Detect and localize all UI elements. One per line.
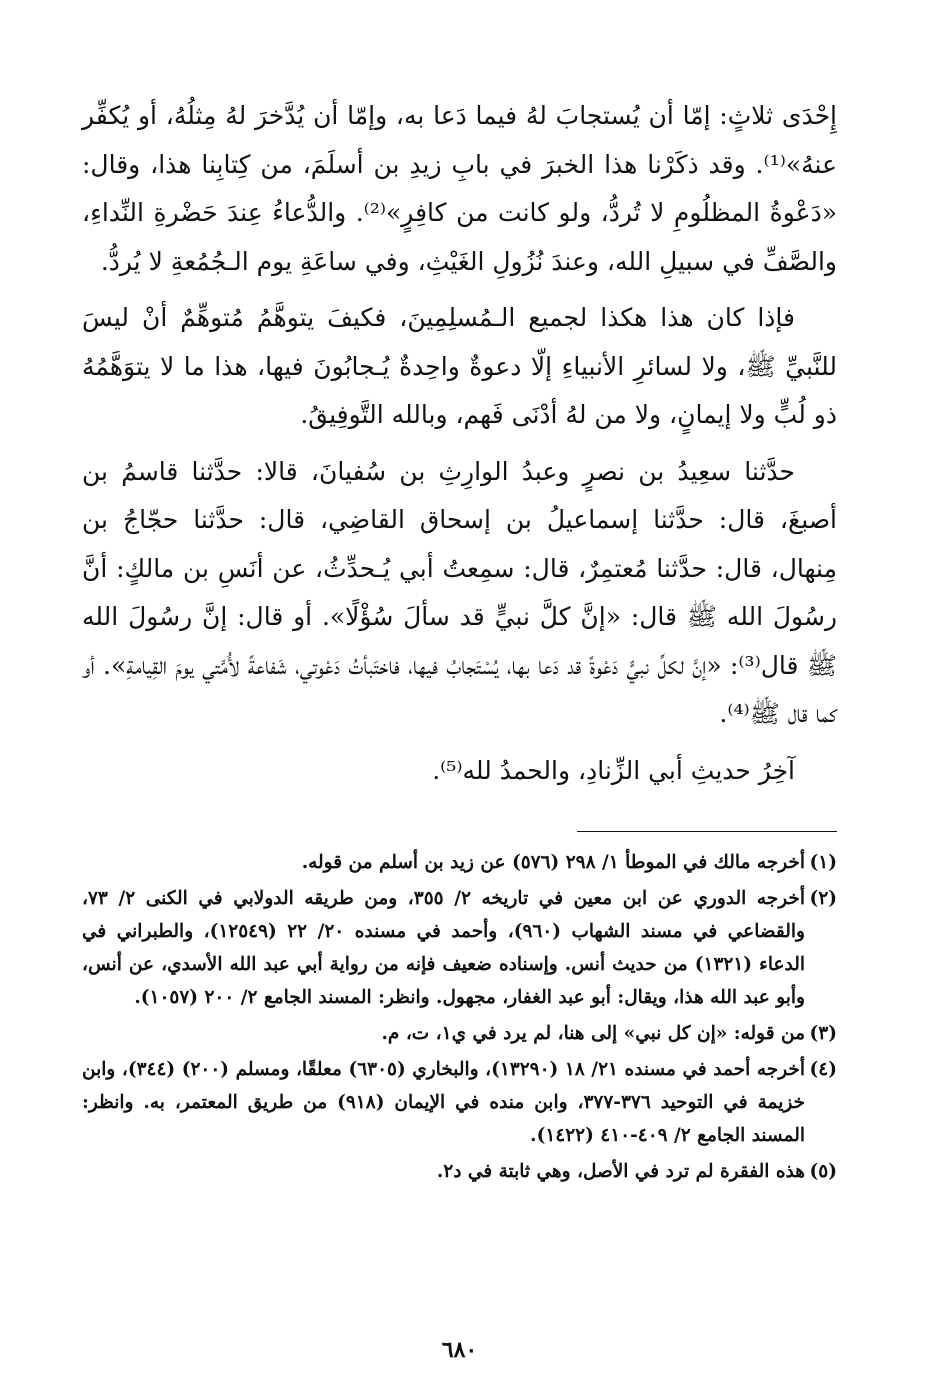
footnote-text: أخرجه الدوري عن ابن معين في تاريخه ٢/ ٣٥٥، ومن طريقه الدولابي في الكنى ٢/ ٧٣، والقضاعي في مسند الشهاب (٩٦٠)، وأحمد في مسنده ٢٠/ ٢٢ (١٢٥٤٩)، والطبراني في الدعاء (١٣٢١) من حديث أنس. وإسناده ضعيف فإنه من رواية أبي عبد الله الأسدي، عن أنس، وأبو عبد الله هذا، ويقال: أبو عبد الغفار، مجهول. وانظر: المسند الجامع ٢/ ٢٠٠ (١٠٥٧). [82,888,806,1008]
book-page [82,92,837,1362]
footnote-item [82,1053,837,1152]
footnote-item [82,1017,837,1050]
page-number: ٦٨٠ [441,1337,478,1363]
footnote-number: (١) [809,852,837,873]
footnote-number: (٣) [809,1023,837,1044]
footnote-item [82,846,837,879]
footnote-number: (٤) [809,1059,837,1080]
footnote-item [82,1155,837,1188]
footnotes [82,846,837,1188]
paragraph-2: فإذا كان هذا هكذا لجميع الـمُسلِمِينَ، فكيفَ يتوهَّمُ مُتوهِّمٌ أنْ ليسَ للنَّبيِّ ﷺ، ولا لسائرِ الأنبياءِ إلّا دعوةٌ واحِدةٌ يُـجابُونَ فيها، هذا ما لا يتوَهَّمُهُ ذو لُبٍّ ولا إيمانٍ، ولا من لهُ أدْنَى فَهم، وبالله التَّوفِيقُ. [82,303,837,429]
footnote-text: هذه الفقرة لم ترد في الأصل، وهي ثابتة في د٢. [436,1161,805,1182]
footnote-item [82,882,837,1014]
footnote-text: أخرجه أحمد في مسنده ٢١/ ١٨ (١٣٢٩٠)، والبخاري (٦٣٠٥) معلقًا، ومسلم (٢٠٠) (٣٤٤)، وابن خزيمة في التوحيد ٣٧٦-٣٧٧، وابن منده في الإيمان (٩١٨) من طريق المعتمر، به. وانظر: المسند الجامع ٢/ ٤٠٩-٤١٠ (١٤٢٢). [82,1059,805,1146]
main-text [82,92,837,795]
paragraph-3: حدَّثنا سعِيدُ بن نصرٍ وعبدُ الوارِثِ بن سُفيانَ، قالا: حدَّثنا قاسمُ بن أصبغَ، قال: حدَّثنا إسماعيلُ بن إسحاق القاضِي، قال: حدَّثنا حجّاجُ بن مِنهال، قال: حدَّثنا مُعتمِرٌ، قال: سمِعتُ أبي يُـحدِّثُ، عن أنَسِ بن مالكٍ: أنَّ رسُولَ الله ﷺ قال: «إنَّ كلَّ نبيٍّ قد سألَ سُؤْلًا». أو قال: إنَّ رسُولَ الله ﷺ قال⁽³⁾: «إنَّ لكلِّ نبيٍّ دَعْوةً قد دَعا بها، يُسْتَجابُ فيها، فاختَبأتُ دَعْوتي، شَفاعةً لأُمَّتي يومَ القِيامةِ». أو كما قال ﷺ⁽⁴⁾. [82,456,837,728]
footnote-number: (٢) [809,888,838,909]
paragraph-1: إِحْدَى ثلاثٍ: إمّا أن يُستجابَ لهُ فيما دَعا به، وإمّا أن يُدَّخرَ لهُ مِثلُهُ، أو يُكفِّر عنهُ»⁽¹⁾. وقد ذكَرْنا هذا الخبرَ في بابِ زيدِ بن أسلَمَ، من كِتابِنا هذا، وقال: «دَعْوةُ المظلُومِ لا تُردُّ، ولو كانت من كافِرٍ»⁽²⁾. والدُّعاءُ عِندَ حَضْرةِ النِّداءِ، والصَّفِّ في سبيلِ الله، وعندَ نُزُولِ الغَيْثِ، وفي ساعَةِ يوم الـجُمُعةِ لا يُردُّ. [82,101,837,276]
footnote-separator [577,831,837,832]
footnote-number: (٥) [809,1161,837,1182]
footnote-text: أخرجه مالك في الموطأ ١/ ٢٩٨ (٥٧٦) عن زيد بن أسلم من قوله. [301,852,805,873]
footnote-text: من قوله: «إن كل نبي» إلى هنا، لم يرد في ي١، ت، م. [381,1023,805,1044]
paragraph-4: آخِرُ حديثِ أبي الزِّنادِ، والحمدُ لله⁽⁵⁾. [432,755,795,785]
footnote-rule-wrap [82,803,837,846]
